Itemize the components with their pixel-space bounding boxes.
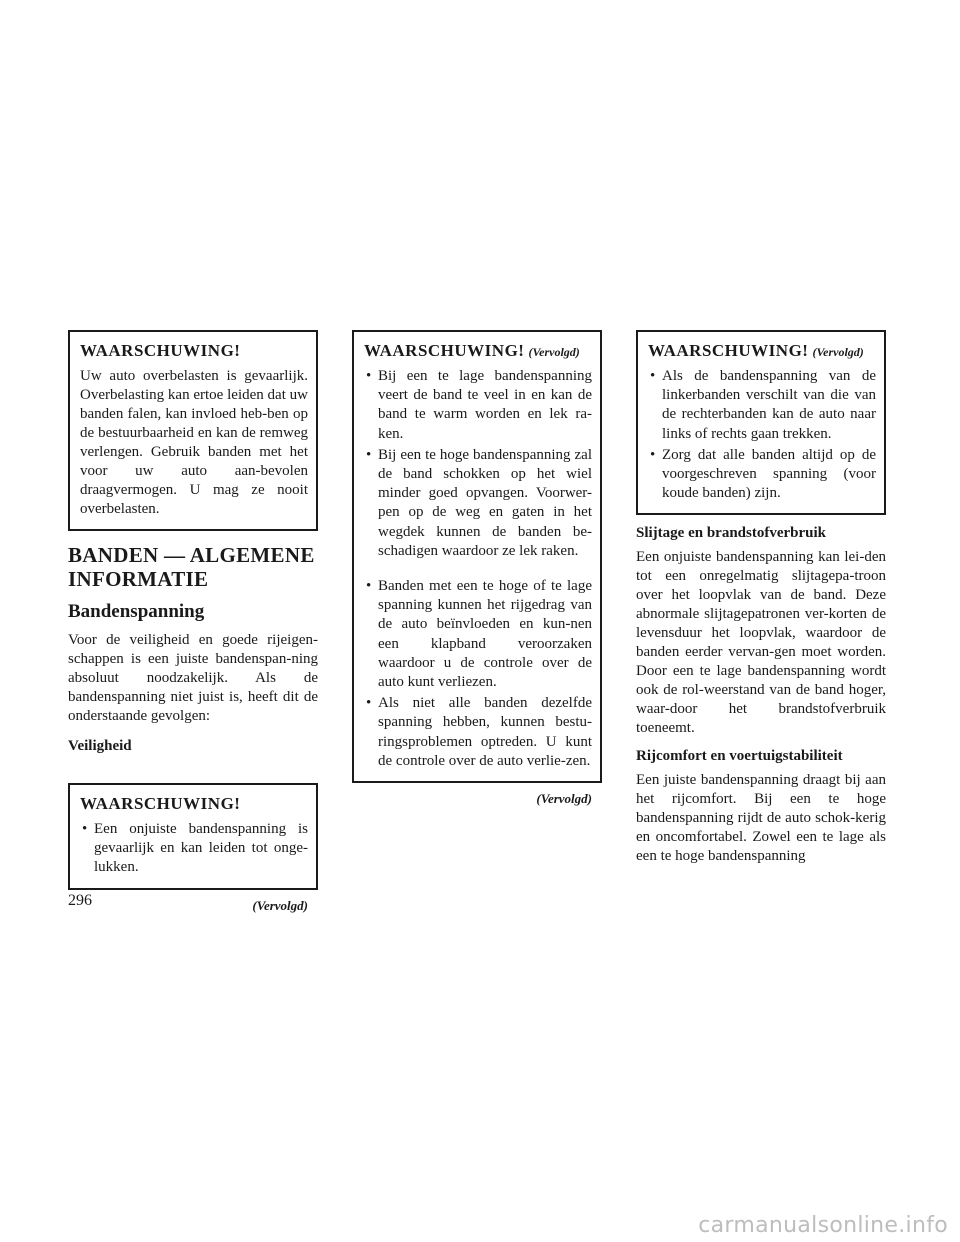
comfort-heading: Rijcomfort en voertuigstabiliteit: [636, 748, 843, 765]
continued-label: (Vervolgd): [252, 897, 308, 913]
column-middle: [352, 330, 602, 807]
warning-title-text: WAARSCHUWING!: [648, 341, 809, 360]
warning-bullets: [80, 820, 308, 878]
column-right: [636, 330, 886, 866]
page-number: 296: [68, 892, 92, 909]
warning-bullet: • Als niet alle banden dezelfde spanning hebben, kunnen bestu-ringsproblemen optreden. U kunt de controle over de auto verlie-zen.: [364, 694, 592, 771]
wear-paragraph: Een onjuiste bandenspanning kan lei-den tot een onregelmatig slijtagepa-troon over het loopvlak van de band. Deze abnormale slijtagepatronen ver-korten de levensduur het loopvlak, waardoor de banden eerder vervan-gen moet worden. Door een te lage bandenspanning wordt ook de rol-weerstand van de band hoger, waar-door het brandstofverbruik toeneemt.: [636, 549, 886, 737]
warning-bullet: • Zorg dat alle banden altijd op de voorgeschreven spanning (voor koude banden) zijn.: [648, 446, 876, 504]
warning-box-continued: [636, 330, 886, 515]
warning-title-text: WAARSCHUWING!: [364, 341, 525, 360]
warning-continued-tag: (Vervolgd): [528, 345, 580, 359]
warning-box-safety: [68, 783, 318, 890]
warning-box-continued: [352, 330, 602, 783]
warning-bullet: • Banden met een te hoge of te lage spanning kunnen het rijgedrag van de auto beïnvloeden en kun-nen een klapband veroorzaken waardoor u de controle over de auto kunt verliezen.: [364, 577, 592, 692]
comfort-paragraph: Een juiste bandenspanning draagt bij aan het rijcomfort. Bij een te hoge bandenspanning rijdt de auto schok-kerig en oncomfortabel. Zowel een te lage als een te hoge bandenspanning: [636, 772, 886, 865]
warning-bullet: • Een onjuiste bandenspanning is gevaarlijk en kan leiden tot onge-lukken.: [80, 820, 308, 878]
subsection-title: Bandenspanning: [68, 601, 205, 622]
section-title: BANDEN — ALGEMENE INFORMATIE: [68, 543, 315, 591]
warning-text: Uw auto overbelasten is gevaarlijk. Overbelasting kan ertoe leiden dat uw banden falen, kan invloed heb-ben op de bestuurbaarheid en kan de remweg verlengen. Gebruik banden met het voor uw auto aan-bevolen draagvermogen. U mag ze nooit overbelasten.: [80, 368, 308, 517]
safety-heading: Veiligheid: [68, 738, 132, 754]
warning-title: WAARSCHUWING!: [80, 341, 241, 360]
column-left: [68, 330, 318, 914]
continued-label: (Vervolgd): [536, 791, 592, 807]
warning-box-overload: [68, 330, 318, 531]
intro-paragraph: Voor de veiligheid en goede rijeigen-schappen is een juiste bandenspan-ning absoluut noodzakelijk. Als de bandenspanning niet juist is, heeft dit de onderstaande gevolgen:: [68, 632, 318, 724]
warning-bullet: • Als de bandenspanning van de linkerbanden verschilt van die van de rechterbanden kan de auto naar links of rechts gaan trekken.: [648, 367, 876, 444]
warning-bullets: [648, 367, 876, 503]
warning-title: [364, 341, 592, 361]
warning-bullet: • Bij een te hoge bandenspanning zal de band schokken op het wiel minder goed opvangen. Voorwer-pen op de weg en gaten in het wegdek kunnen de banden be-schadigen waardoor ze lek raken.: [364, 446, 592, 561]
warning-continued-tag: (Vervolgd): [812, 345, 864, 359]
warning-title: WAARSCHUWING!: [80, 794, 241, 813]
warning-bullets: [364, 367, 592, 771]
warning-title: [648, 341, 876, 361]
wear-heading: Slijtage en brandstofverbruik: [636, 525, 827, 542]
watermark: carmanualsonline.info: [698, 1213, 948, 1238]
warning-bullet: • Bij een te lage bandenspanning veert de band te veel in en kan de band te warm worden en lek ra-ken.: [364, 367, 592, 444]
